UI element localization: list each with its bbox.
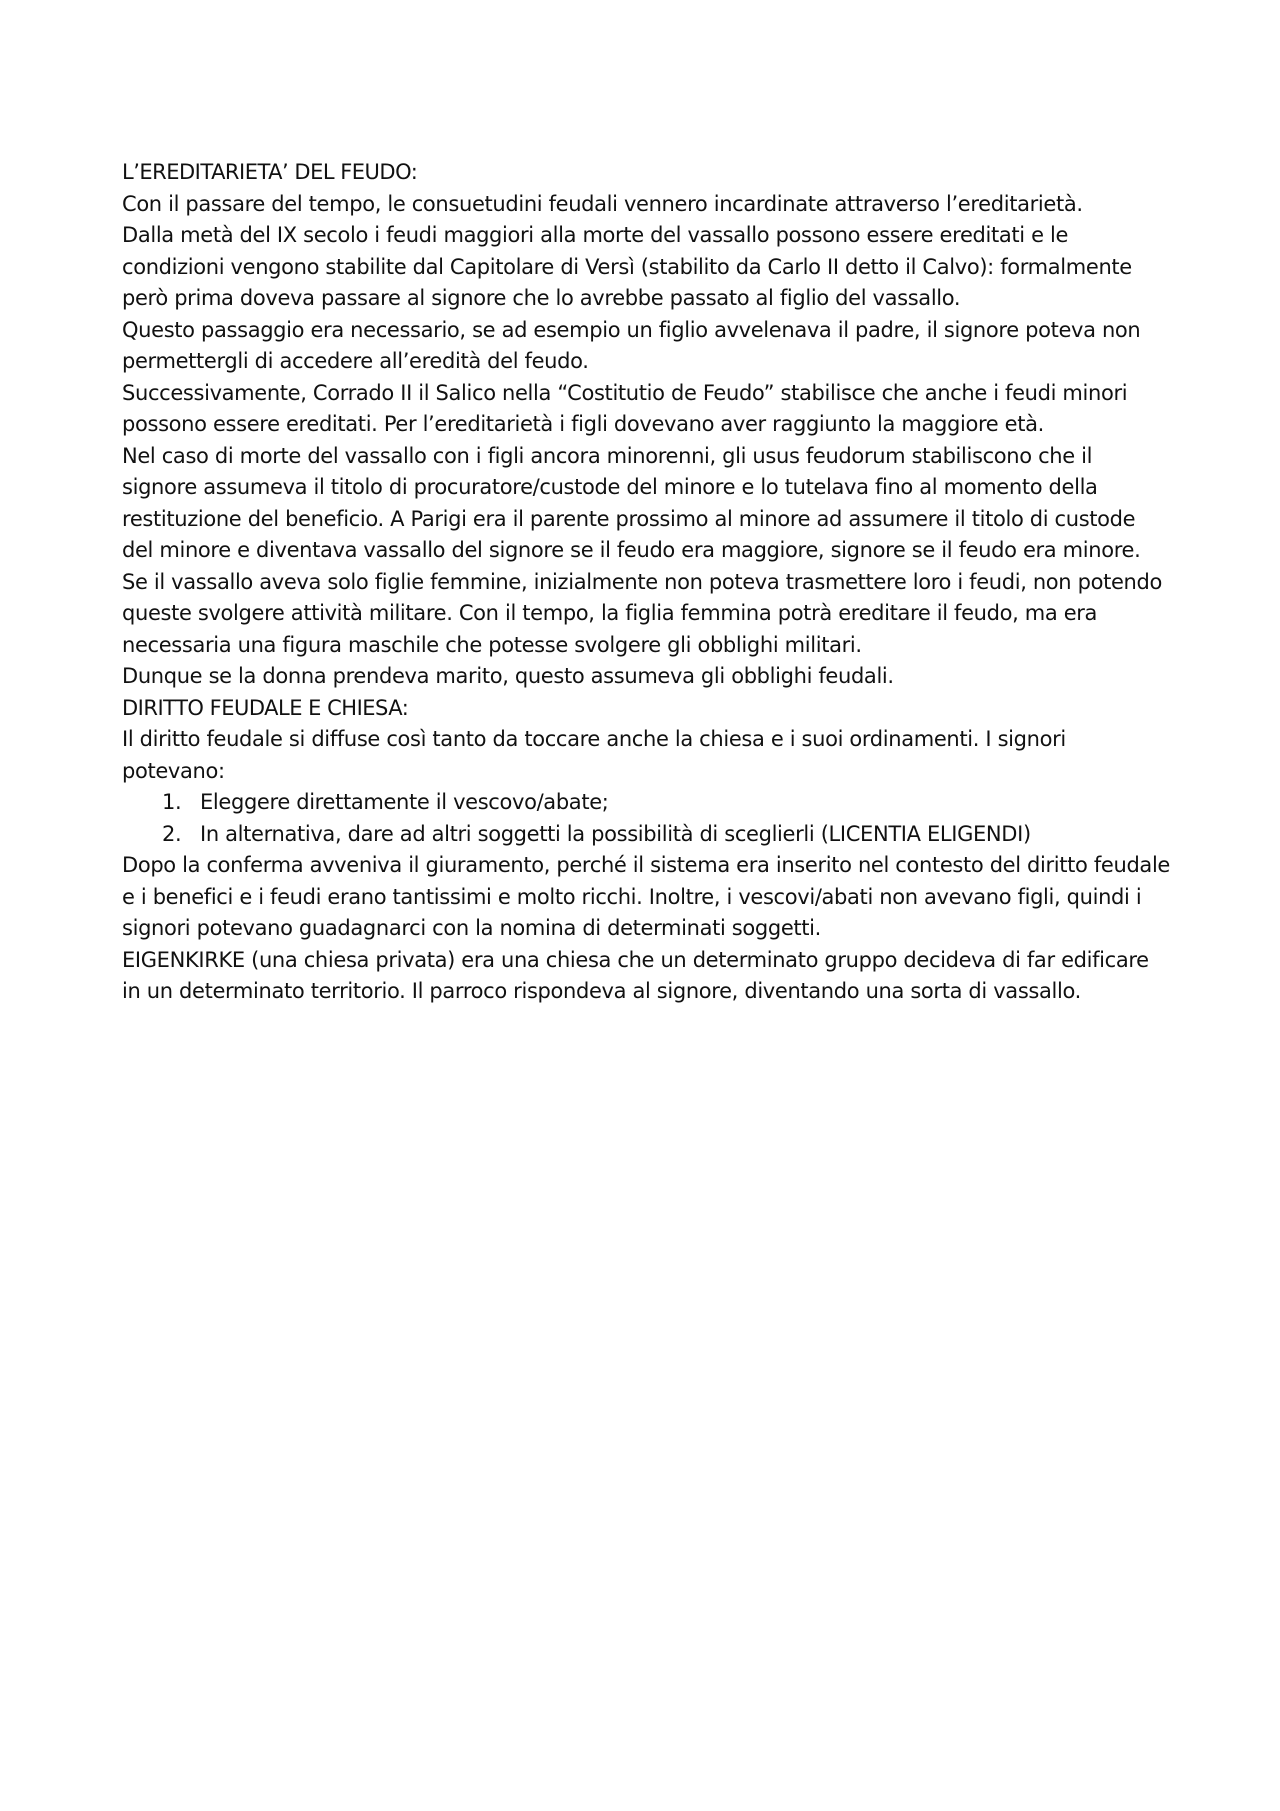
paragraph: Dopo la conferma avveniva il giuramento, perché il sistema era inserito nel contesto del diritto feudale e i benefici e i feudi erano tantissimi e molto ricchi. Inoltre, i vescovi/abati non avevano figli, quindi i signori potevano guadagnarci con la nomina di determinati soggetti. [122, 853, 1171, 940]
paragraph: Questo passaggio era necessario, se ad esempio un figlio avvelenava il padre, il signore poteva non permettergli di accedere all’eredità del feudo. [122, 317, 1141, 373]
paragraph: Dalla metà del IX secolo i feudi maggiori alla morte del vassallo possono essere ereditati e le condizioni vengono stabilite dal Capitolare di Versì (stabilito da Carlo II detto il Calvo): formalmente però prima doveva passare al signore che lo avrebbe passato al figlio del vassallo. [122, 223, 1132, 310]
list-item [162, 819, 1172, 851]
list-item [162, 787, 1172, 819]
list-item-text: Eleggere direttamente il vescovo/abate; [200, 790, 609, 814]
paragraph: Con il passare del tempo, le consuetudini feudali vennero incardinate attraverso l’ereditarietà. [122, 191, 1083, 216]
list-item-number: 1. [162, 790, 182, 814]
section-heading-ereditarieta: L’EREDITARIETA’ DEL FEUDO: [122, 160, 418, 184]
list-item-text: In alternativa, dare ad altri soggetti la possibilità di sceglierli (LICENTIA ELIGENDI) [200, 821, 1031, 846]
list-item-number: 2. [162, 821, 182, 846]
paragraph: Nel caso di morte del vassallo con i figli ancora minorenni, gli usus feudorum stabiliscono che il signore assumeva il titolo di procuratore/custode del minore e lo tutelava fino al momento della restituzione del beneficio. A Parigi era il parente prossimo al minore ad assumere il titolo di custode del minore e diventava vassallo del signore se il feudo era maggiore, signore se il feudo era minore. Se il vassallo aveva solo figlie femmine, inizialmente non poteva trasmettere loro i feudi, non potendo queste svolgere attività militare. Con il tempo, la figlia femmina potrà ereditare il feudo, ma era necessaria una figura maschile che potesse svolgere gli obblighi militari. [122, 443, 1162, 657]
paragraph: Il diritto feudale si diffuse così tanto da toccare anche la chiesa e i suoi ordinamenti. I signori potevano: [122, 727, 1066, 783]
numbered-list [122, 787, 1172, 850]
paragraph: Dunque se la donna prendeva marito, questo assumeva gli obblighi feudali. [122, 664, 894, 688]
paragraph: Successivamente, Corrado II il Salico nella “Costitutio de Feudo” stabilisce che anche i feudi minori possono essere ereditati. Per l’ereditarietà i figli dovevano aver raggiunto la maggiore età. [122, 380, 1128, 436]
section-heading-diritto-feudale: DIRITTO FEUDALE E CHIESA: [122, 695, 409, 720]
paragraph: EIGENKIRKE (una chiesa privata) era una chiesa che un determinato gruppo decideva di far edificare in un determinato territorio. Il parroco rispondeva al signore, diventando una sorta di vassallo. [122, 947, 1149, 1003]
document-body [122, 157, 1172, 1008]
